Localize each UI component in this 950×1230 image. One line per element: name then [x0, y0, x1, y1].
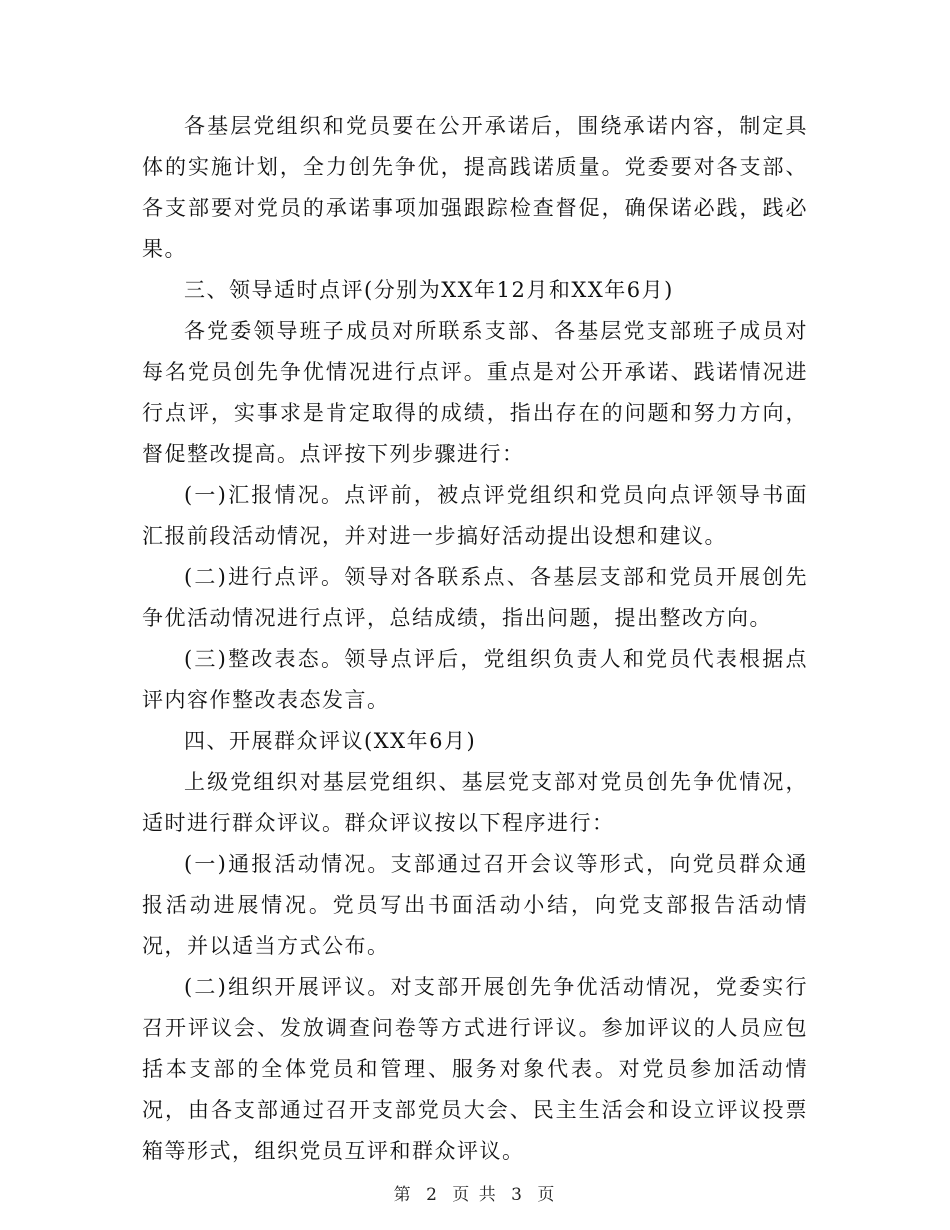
paragraph-review-step-report: (一)汇报情况。点评前，被点评党组织和党员向点评领导书面汇报前段活动情况，并对进一步搞好活动提出设想和建议。: [142, 483, 808, 548]
paragraph-review-step-rectify: (三)整改表态。领导点评后，党组织负责人和党员代表根据点评内容作整改表态发言。: [142, 647, 808, 712]
paragraph-evaluation-step-notify: (一)通报活动情况。支部通过召开会议等形式，向党员群众通报活动进展情况。党员写出书面活动小结，向党支部报告活动情况，并以适当方式公布。: [142, 852, 808, 958]
footer-suffix: 页: [537, 1185, 557, 1205]
document-body: [142, 106, 808, 1172]
paragraph-review-overview: 各党委领导班子成员对所联系支部、各基层党支部班子成员对每名党员创先争优情况进行点评。重点是对公开承诺、践诺情况进行点评，实事求是肯定取得的成绩，指出存在的问题和努力方向，督促整改提高。点评按下列步骤进行：: [142, 319, 808, 466]
paragraph-evaluation-step-organize: (二)组织开展评议。对支部开展创先争优活动情况，党委实行召开评议会、发放调查问卷等方式进行评议。参加评议的人员应包括本支部的全体党员和管理、服务对象代表。对党员参加活动情况，由各支部通过召开支部党员大会、民主生活会和设立评议投票箱等形式，组织党员互评和群众评议。: [142, 975, 808, 1163]
section-heading-leader-review: 三、领导适时点评(分别为XX年12月和XX年6月): [184, 278, 674, 302]
section-heading-public-evaluation: 四、开展群众评议(XX年6月): [184, 729, 477, 753]
footer-current-page: 2: [426, 1185, 439, 1205]
footer-middle: 页 共: [452, 1185, 498, 1205]
page-number-footer: [0, 1180, 950, 1205]
paragraph-evaluation-overview: 上级党组织对基层党组织、基层党支部对党员创先争优情况，适时进行群众评议。群众评议按以下程序进行：: [142, 770, 808, 835]
paragraph-review-step-comment: (二)进行点评。领导对各联系点、各基层支部和党员开展创先争优活动情况进行点评，总结成绩，指出问题，提出整改方向。: [142, 565, 808, 630]
paragraph-commitment-implementation: 各基层党组织和党员要在公开承诺后，围绕承诺内容，制定具体的实施计划，全力创先争优，提高践诺质量。党委要对各支部、各支部要对党员的承诺事项加强跟踪检查督促，确保诺必践，践必果。: [142, 114, 808, 261]
footer-total-pages: 3: [511, 1185, 524, 1205]
footer-prefix: 第: [393, 1185, 413, 1205]
